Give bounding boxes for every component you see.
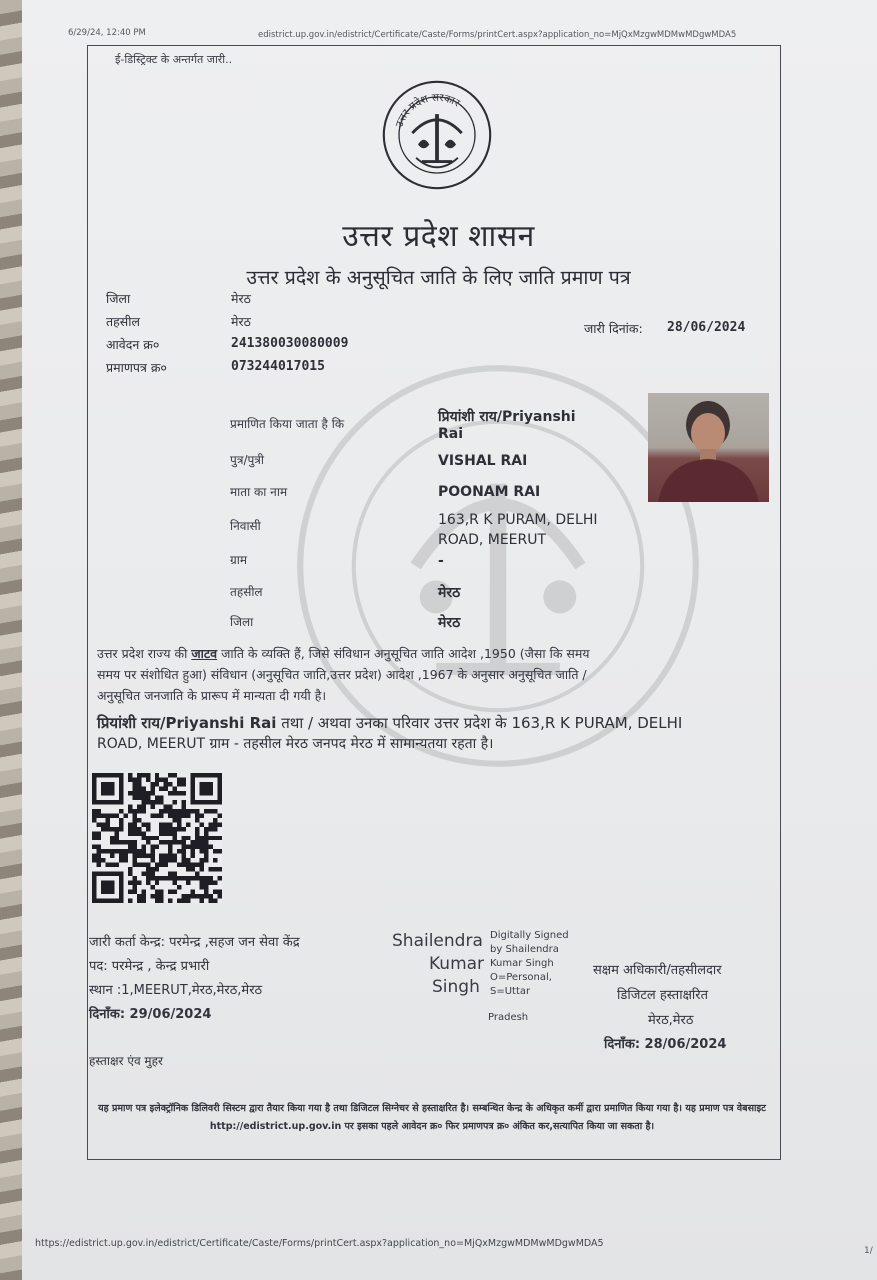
resident-address-line2: ROAD, MEERUT xyxy=(438,532,547,548)
qr-code-icon xyxy=(92,773,222,903)
issue-date: 28/06/2024 xyxy=(667,320,746,335)
digital-sign-line5: S=Uttar xyxy=(490,986,531,997)
authority-digital: डिजिटल हस्ताक्षरित xyxy=(617,988,708,1003)
svg-text:उत्तर प्रदेश सरकार: उत्तर प्रदेश सरकार xyxy=(393,91,462,129)
signer-name-line2: Kumar xyxy=(429,954,485,974)
person-district-value: मेरठ xyxy=(438,615,461,631)
resident-paragraph-line2: ROAD, MEERUT ग्राम - तहसील मेरठ जनपद मेरठ में सामान्यतया रहता है। xyxy=(97,736,494,752)
application-label: आवेदन क्र० xyxy=(106,337,160,352)
issuer-post: पद: परमेन्द्र , केन्द्र प्रभारी xyxy=(89,959,210,974)
resident-name: प्रियांशी राय/Priyanshi Rai xyxy=(97,714,277,732)
issuer-place: स्थान :1,MEERUT,मेरठ,मेरठ,मेरठ xyxy=(89,983,263,998)
caste-paragraph-line1: उत्तर प्रदेश राज्य की जाटव जाति के व्यक्ति हैं, जिसे संविधान अनुसूचित जाति आदेश ,1950 (जैसा कि समय xyxy=(97,646,590,661)
tehsil-label: तहसील xyxy=(106,314,140,329)
person-tehsil-value: मेरठ xyxy=(438,585,461,601)
page-number: 1/ xyxy=(864,1246,873,1256)
applicant-name-line1: प्रियांशी राय/Priyanshi xyxy=(438,409,576,425)
issue-date-label: जारी दिनांक: xyxy=(584,321,643,336)
issuer-date: दिनाँक: 29/06/2024 xyxy=(89,1007,212,1022)
print-header-url: edistrict.up.gov.in/edistrict/Certificate/Caste/Forms/printCert.aspx?application_no=MjQxMzgwMDMwMDgwMDA5 xyxy=(258,30,737,40)
resident-paragraph-line1: प्रियांशी राय/Priyanshi Rai तथा / अथवा उनका परिवार उत्तर प्रदेश के 163,R K PURAM, DELHI xyxy=(97,714,683,732)
signer-name-line1: Shailendra xyxy=(392,931,483,951)
digital-sign-line1: Digitally Signed xyxy=(490,930,569,941)
authority-date: दिनाँक: 28/06/2024 xyxy=(604,1037,727,1052)
district-value: मेरठ xyxy=(231,291,251,306)
parent-label: पुत्र/पुत्री xyxy=(230,453,265,467)
print-footer-url: https://edistrict.up.gov.in/edistrict/Certificate/Caste/Forms/printCert.aspx?application_no=MjQxMzgwMDMwMDgwMDA5 xyxy=(35,1238,604,1249)
certificate-number-label: प्रमाणपत्र क्र० xyxy=(106,360,167,375)
up-government-emblem-icon xyxy=(380,78,494,192)
tehsil-value: मेरठ xyxy=(231,314,251,329)
resident-label: निवासी xyxy=(230,519,261,533)
person-tehsil-label: तहसील xyxy=(230,585,263,599)
application-number: 241380030080009 xyxy=(231,336,349,351)
authority-place: मेरठ,मेरठ xyxy=(648,1013,694,1028)
person-district-label: जिला xyxy=(230,615,254,629)
digital-sign-line4: O=Personal, xyxy=(490,972,552,983)
village-label: ग्राम xyxy=(230,553,248,567)
edistrict-note: ई-डिस्ट्रिक्ट के अन्तर्गत जारी.. xyxy=(115,53,233,66)
certify-label: प्रमाणित किया जाता है कि xyxy=(230,417,345,431)
signature-seal-label: हस्ताक्षर एंव मुहर xyxy=(89,1054,163,1068)
resident-address-line1: 163,R K PURAM, DELHI xyxy=(438,512,598,528)
caste-paragraph-line2: समय पर संशोधित हुआ) संविधान (अनुसूचित जाति,उत्तर प्रदेश) आदेश ,1967 के अनुसार अनुसूचित जाति / xyxy=(97,667,587,682)
district-label: जिला xyxy=(106,291,131,306)
person-silhouette-icon xyxy=(648,393,769,502)
issuing-center: जारी कर्ता केन्द्र: परमेन्द्र ,सहज जन सेवा केंद्र xyxy=(89,935,300,950)
signer-name-line3: Singh xyxy=(432,977,480,997)
village-value: - xyxy=(438,553,444,569)
certificate-title: उत्तर प्रदेश के अनुसूचित जाति के लिए जाति प्रमाण पत्र xyxy=(246,266,631,289)
digital-sign-line3: Kumar Singh xyxy=(490,958,554,969)
caste-paragraph-line3: अनुसूचित जनजाति के प्रारूप में मान्यता दी गयी है। xyxy=(97,688,327,703)
mother-label: माता का नाम xyxy=(230,485,288,499)
digital-sign-line2: by Shailendra xyxy=(490,944,559,955)
verification-note: यह प्रमाण पत्र इलेक्ट्रॉनिक डिलिवरी सिस्टम द्वारा तैयार किया गया है तथा डिजिटल सिग्नेचर से हस्ताक्षरित है। सम्बन्धित केन्द्र के अधिकृत कर्मी द्वारा प्रमाणित किया गया है। यह प्रमाण पत्र वेबसाइट http://edistrict.up.gov.in पर इसका पहले आवेदन क्र० फिर प्रमाणपत्र क्र० अंकित कर,सत्यापित किया जा सकता है। xyxy=(98,1103,766,1132)
applicant-name-line2: Rai xyxy=(438,426,464,442)
mother-name: POONAM RAI xyxy=(438,484,541,500)
caste-name: जाटव xyxy=(191,646,218,661)
print-datetime: 6/29/24, 12:40 PM xyxy=(68,28,146,38)
background-fabric-edge xyxy=(0,0,22,1280)
applicant-photo xyxy=(648,393,769,502)
parent-name: VISHAL RAI xyxy=(438,453,528,469)
government-title: उत्तर प्रदेश शासन xyxy=(342,219,535,254)
digital-sign-line6: Pradesh xyxy=(488,1012,529,1023)
authority-title: सक्षम अधिकारी/तहसीलदार xyxy=(593,963,722,978)
certificate-number: 073244017015 xyxy=(231,359,325,374)
